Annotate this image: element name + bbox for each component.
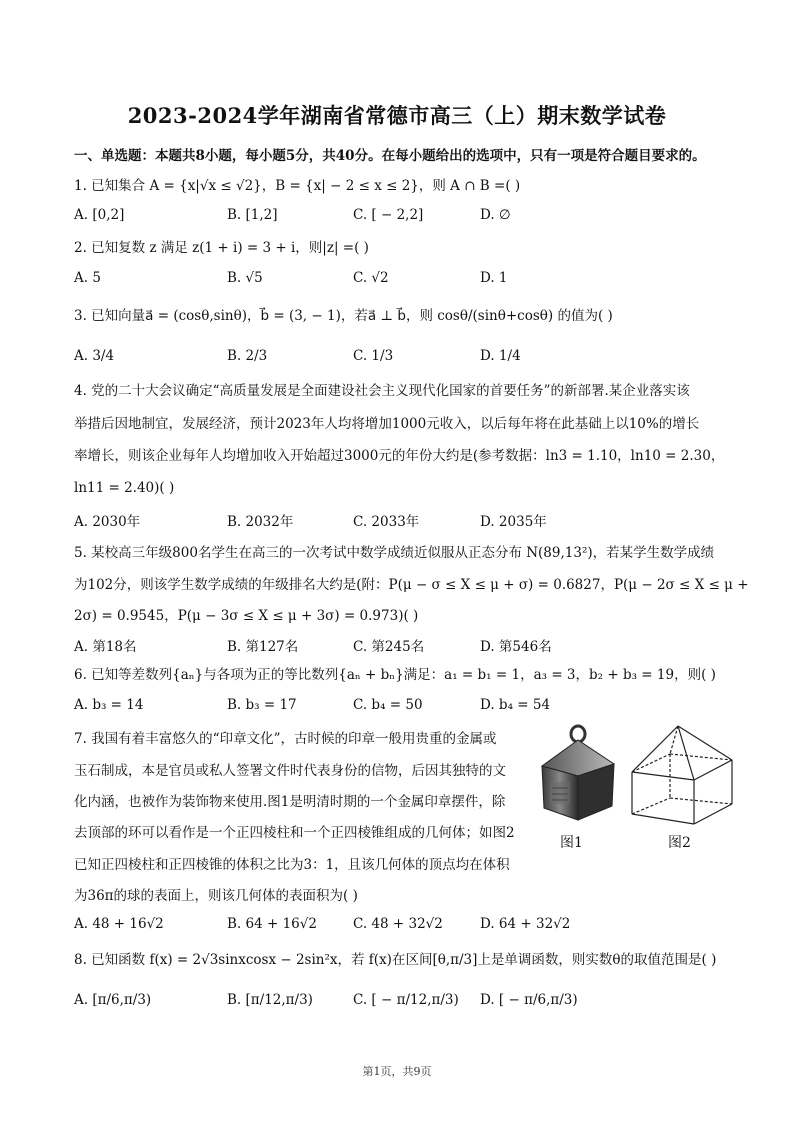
option-a: A. 3/4 [74,348,115,364]
question-7-line-4: 去顶部的环可以看作是一个正四棱柱和一个正四棱锥组成的几何体；如图2 [74,825,515,841]
figure-2-label: 图2 [668,835,691,851]
option-b: B. 第127名 [227,639,299,655]
question-3-stem: 3. 已知向量a⃗ = (cosθ,sinθ)，b⃗ = (3, − 1)，若a⃗ ⊥ b⃗，则 cosθ/(sinθ+cosθ) 的值为( ) [74,308,613,324]
option-b: B. [1,2] [227,207,278,223]
option-c: C. b₄ = 50 [353,697,423,713]
question-2-options [74,270,734,290]
option-c: C. 第245名 [353,639,425,655]
question-5-line-2: 为102分，则该学生数学成绩的年级排名大约是(附：P(μ − σ ≤ X ≤ μ + σ) = 0.6827，P(μ − 2σ ≤ X ≤ μ + [74,577,749,593]
option-a: A. 2030年 [74,514,141,530]
question-7-line-1: 7. 我国有着丰富悠久的“印章文化”，古时候的印章一般用贵重的金属或 [74,731,497,747]
option-d: D. 1 [480,270,508,286]
option-b: B. 64 + 16√2 [227,916,317,932]
question-4-options [74,510,734,530]
question-8-stem: 8. 已知函数 f(x) = 2√3sinxcosx − 2sin²x，若 f(x)在区间[θ,π/3]上是单调函数，则实数θ的取值范围是( ) [74,952,717,968]
option-a: A. b₃ = 14 [74,697,144,713]
question-6-stem: 6. 已知等差数列{aₙ}与各项为正的等比数列{aₙ + bₙ}满足：a₁ = b₁ = 1，a₃ = 3，b₂ + b₃ = 19，则( ) [74,667,716,683]
prism-pyramid-diagram [628,722,738,830]
option-d: D. ∅ [480,207,511,223]
figure-1-label: 图1 [560,835,583,851]
question-4-line-1: 4. 党的二十大会议确定“高质量发展是全面建设社会主义现代化国家的首要任务”的新部署.某企业落实该 [74,383,690,399]
option-b: B. 2032年 [227,514,294,530]
option-d: D. 第546名 [480,639,552,655]
option-b: B. b₃ = 17 [227,697,297,713]
question-3-options [74,348,734,368]
option-d: D. 2035年 [480,514,547,530]
option-a: A. [π/6,π/3) [74,992,152,1008]
question-5-options [74,635,734,655]
option-d: D. 64 + 32√2 [480,916,571,932]
option-a: A. 48 + 16√2 [74,916,164,932]
question-7-options [74,916,734,936]
question-7-line-3: 化内涵，也被作为装饰物来使用.图1是明清时期的一个金属印章摆件，除 [74,794,506,810]
question-6-options [74,697,734,717]
question-7-line-6: 为36π的球的表面上，则该几何体的表面积为( ) [74,888,358,904]
option-d: D. b₄ = 54 [480,697,551,713]
question-7-line-2: 玉石制成，本是官员或私人签署文件时代表身份的信物，后因其独特的文 [74,763,506,779]
option-c: C. [ − 2,2] [353,207,424,223]
question-8-options [74,992,734,1012]
option-a: A. [0,2] [74,207,125,223]
option-c: C. 1/3 [353,348,394,364]
option-b: B. √5 [227,270,263,286]
question-1-stem: 1. 已知集合 A = {x|√x ≤ √2}，B = {x| − 2 ≤ x ≤ 2}，则 A ∩ B =( ) [74,178,521,194]
page-title: 2023-2024学年湖南省常德市高三（上）期末数学试卷 [127,103,667,128]
question-4-line-2: 举措后因地制宜，发展经济，预计2023年人均将增加1000元收入，以后每年将在此基础上以10%的增长 [74,416,700,432]
option-a: A. 5 [74,270,101,286]
option-c: C. 48 + 32√2 [353,916,443,932]
question-4-line-3: 率增长，则该企业每年人均增加收入开始超过3000元的年份大约是(参考数据：ln3 = 1.10，ln10 = 2.30， [74,448,725,464]
option-b: B. [π/12,π/3) [227,992,313,1008]
option-c: C. √2 [353,270,389,286]
section-heading: 一、单选题：本题共8小题，每小题5分，共40分。在每小题给出的选项中，只有一项是符合题目要求的。 [74,148,706,164]
option-d: D. 1/4 [480,348,521,364]
question-5-line-1: 5. 某校高三年级800名学生在高三的一次考试中数学成绩近似服从正态分布 N(89,13²)，若某学生数学成绩 [74,545,715,561]
question-1-options [74,207,734,227]
page-footer: 第1页，共9页 [362,1065,432,1078]
question-5-line-3: 2σ) = 0.9545，P(μ − 3σ ≤ X ≤ μ + 3σ) = 0.973)( ) [74,608,419,624]
seal-photo-figure [536,722,620,826]
option-a: A. 第18名 [74,639,137,655]
option-c: C. 2033年 [353,514,420,530]
option-b: B. 2/3 [227,348,268,364]
option-c: C. [ − π/12,π/3) [353,992,459,1008]
question-7-line-5: 已知正四棱柱和正四棱锥的体积之比为3：1，且该几何体的顶点均在体积 [74,857,510,873]
question-2-stem: 2. 已知复数 z 满足 z(1 + i) = 3 + i，则|z| =( ) [74,240,369,256]
question-4-line-4: ln11 = 2.40)( ) [74,480,175,496]
option-d: D. [ − π/6,π/3) [480,992,578,1008]
